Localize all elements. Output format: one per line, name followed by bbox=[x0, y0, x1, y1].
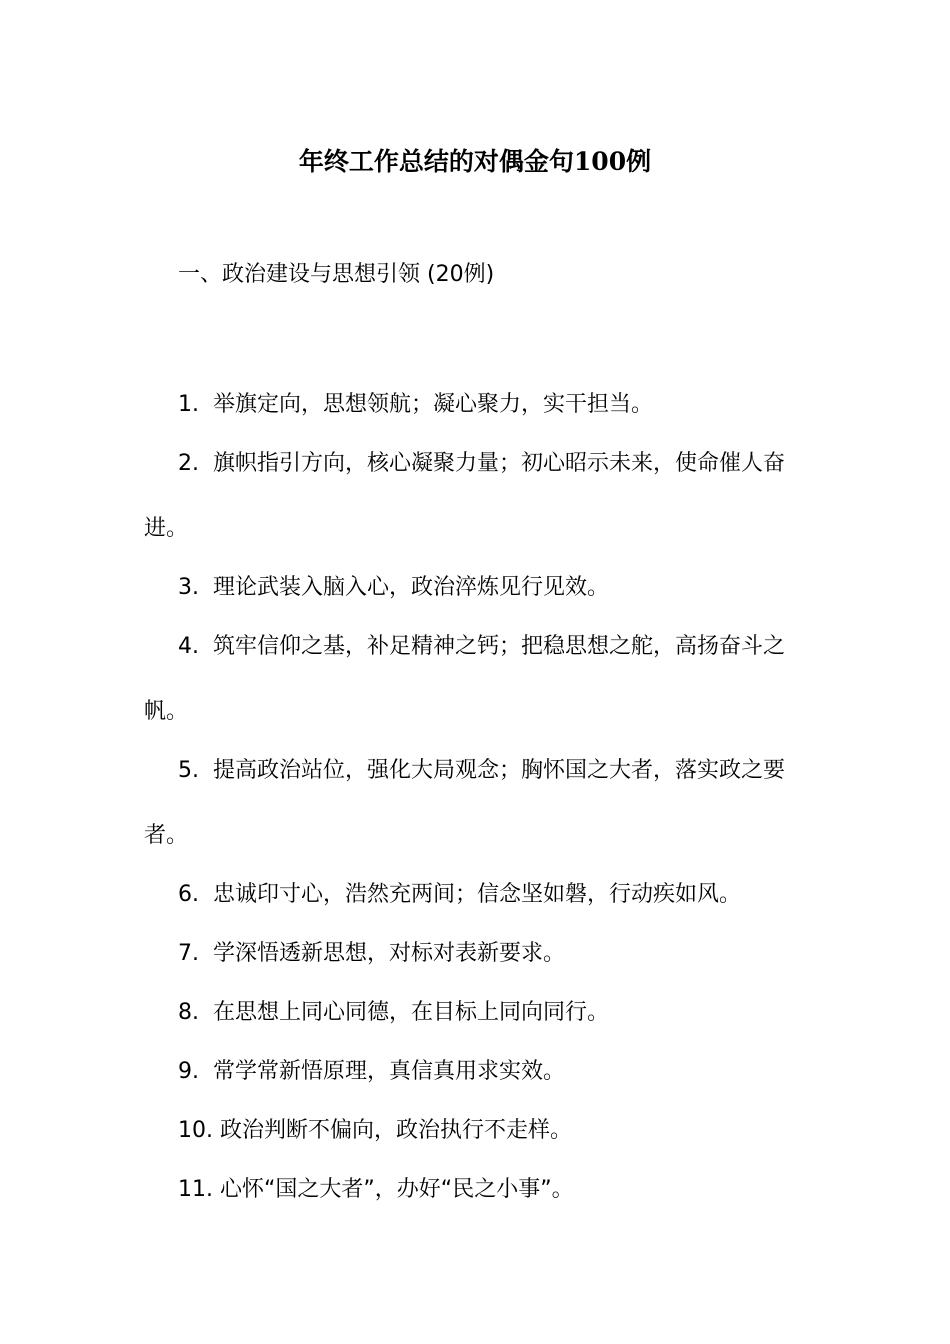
item-text: 提高政治站位，强化大局观念；胸怀国之大者，落实政之要者。 bbox=[144, 758, 786, 848]
list-item bbox=[144, 862, 824, 927]
item-number: 6. bbox=[178, 882, 199, 907]
item-text: 在思想上同心同德，在目标上同向同行。 bbox=[213, 1000, 610, 1025]
list-item bbox=[144, 980, 824, 1045]
item-text: 旗帜指引方向，核心凝聚力量；初心昭示未来，使命催人奋进。 bbox=[144, 451, 786, 541]
item-number: 10. bbox=[178, 1118, 213, 1143]
item-text: 举旗定向，思想领航；凝心聚力，实干担当。 bbox=[213, 392, 654, 417]
item-text: 心怀“国之大者”，办好“民之小事”。 bbox=[220, 1177, 574, 1202]
item-text: 筑牢信仰之基，补足精神之钙；把稳思想之舵，高扬奋斗之帆。 bbox=[144, 634, 786, 724]
list-item bbox=[144, 372, 824, 437]
item-number: 8. bbox=[178, 1000, 199, 1025]
list-item bbox=[144, 1157, 824, 1222]
sentence-list bbox=[144, 372, 824, 1216]
section-heading: 一、政治建设与思想引领 (20例) bbox=[178, 262, 495, 287]
list-item bbox=[144, 555, 824, 620]
item-number: 2. bbox=[178, 451, 199, 476]
item-number: 5. bbox=[178, 758, 199, 783]
item-number: 9. bbox=[178, 1059, 199, 1084]
item-text: 学深悟透新思想，对标对表新要求。 bbox=[213, 941, 566, 966]
item-text: 政治判断不偏向，政治执行不走样。 bbox=[220, 1118, 573, 1143]
list-item bbox=[144, 738, 824, 868]
item-text: 忠诚印寸心，浩然充两间；信念坚如磐，行动疾如风。 bbox=[213, 882, 742, 907]
list-item bbox=[144, 921, 824, 986]
list-item bbox=[144, 614, 824, 744]
list-item bbox=[144, 431, 824, 561]
item-text: 理论武装入脑入心，政治淬炼见行见效。 bbox=[213, 575, 610, 600]
document-title: 年终工作总结的对偶金句100例 bbox=[298, 147, 652, 176]
list-item bbox=[144, 1098, 824, 1163]
list-item bbox=[144, 1039, 824, 1104]
item-number: 4. bbox=[178, 634, 199, 659]
item-text: 常学常新悟原理，真信真用求实效。 bbox=[213, 1059, 566, 1084]
item-number: 1. bbox=[178, 392, 199, 417]
item-number: 7. bbox=[178, 941, 199, 966]
item-number: 11. bbox=[178, 1177, 213, 1202]
item-number: 3. bbox=[178, 575, 199, 600]
